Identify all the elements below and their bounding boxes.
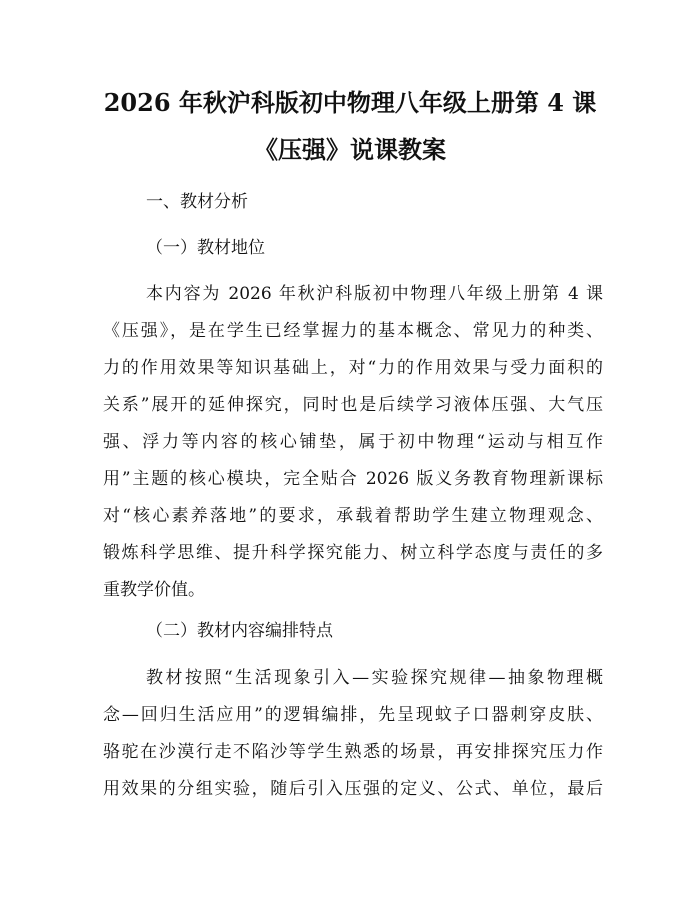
paragraph-line: 骆驼在沙漠行走不陷沙等学生熟悉的场景，再安排探究压力作 [103,742,603,762]
paragraph-line: 本内容为 2026 年秋沪科版初中物理八年级上册第 4 课 [146,284,603,304]
paragraph-line: 力的作用效果等知识基础上，对“力的作用效果与受力面积的 [103,358,603,378]
paragraph-line: 教材按照“生活现象引入—实验探究规律—抽象物理概 [146,668,603,688]
paragraph-line: 用”主题的核心模块，完全贴合 2026 版义务教育物理新课标 [103,469,603,489]
paragraph-line: 对“核心素养落地”的要求，承载着帮助学生建立物理观念、 [103,506,603,526]
subsection-heading-textbook-status: （一）教材地位 [146,238,265,258]
subsection-heading-content-arrangement: （二）教材内容编排特点 [146,621,333,641]
document-title-line-2: 《压强》说课教案 [254,135,446,164]
paragraph-line: 用效果的分组实验，随后引入压强的定义、公式、单位，最后 [103,779,603,799]
paragraph-line: 重教学价值。 [103,580,205,600]
paragraph-line: 《压强》，是在学生已经掌握力的基本概念、常见力的种类、 [103,321,603,341]
document-title-line-1: 2026 年秋沪科版初中物理八年级上册第 4 课 [103,88,597,117]
paragraph-line: 锻炼科学思维、提升科学探究能力、树立科学态度与责任的多 [103,543,603,563]
section-heading-textbook-analysis: 一、教材分析 [146,192,248,212]
paragraph-line: 关系”展开的延伸探究，同时也是后续学习液体压强、大气压 [103,395,603,415]
paragraph-line: 念—回归生活应用”的逻辑编排，先呈现蚊子口器刺穿皮肤、 [103,705,603,725]
paragraph-line: 强、浮力等内容的核心铺垫，属于初中物理“运动与相互作 [103,432,603,452]
